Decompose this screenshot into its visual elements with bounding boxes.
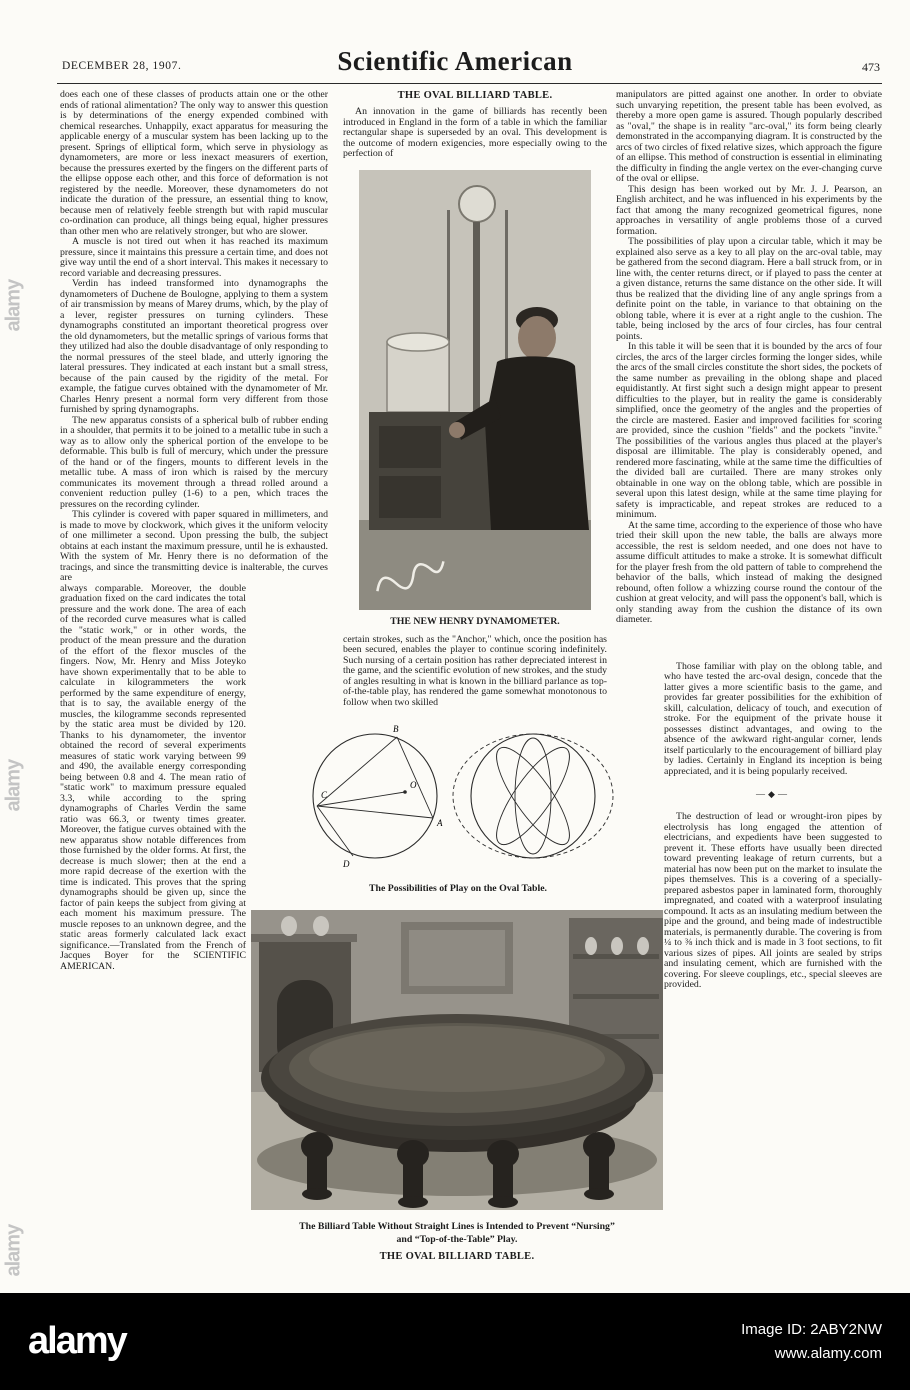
- image-id: Image ID: 2ABY2NW: [741, 1321, 882, 1339]
- alamy-bar: [0, 1293, 910, 1390]
- middle-column: [299, 90, 615, 1290]
- billiard-caption-line2: and “Top-of-the-Table” Play.: [396, 1233, 518, 1245]
- masthead: Scientific American: [337, 46, 573, 76]
- paragraph: The possibilities of play upon a circular table, which it may be explained also serve as a key to all play on the arc-oval table, may be gathered from the second diagram. Here a ball struck from, or in line with, the center returns direct, or if played to pass the center at a given distance, returns the same distance on the other side. It will thus be realized that the dividing line of any angle springs from a definite point on the table, in variance to that obtaining on the oblong table, where it is ever at a right angle to the cushion. The table, being inclosed by the arcs of four circles, has four central points.: [616, 236, 882, 342]
- billiard-caption-line1: The Billiard Table Without Straight Lines is Intended to Prevent “Nursing”: [299, 1221, 615, 1232]
- paragraph: The new apparatus consists of a spherical bulb of rubber ending in a shoulder, that permits it to be joined to a metallic tube in such a way as to allow only the spherical portion of the envelope to be deformable. This bulb is full of mercury, which under the pressure of the hand or of the fingers, mounts to different levels in the metallic tube. A mass of iron which is raised by the mercury communicates its movement through a thread rolled around a convenient reduction pulley (1-6) to a pen, which traces the pressures on the recording cylinder.: [60, 414, 328, 510]
- alamy-url: www.alamy.com: [774, 1344, 882, 1362]
- paragraph: Verdin has indeed transformed into dynamographs the dynamometers of Duchene de Boulogne, applying to them a system of air transmission by means of Marey drums, which, by the play of a lever, register pressures on turning cylinders. These dynamographs constituted an important theoretical progress over the old dynamometers, but the metallic springs of various forms that they utilized had also the double disadvantage of only responding to the normal pressures of the steel blade, and utterly ignoring the lateral pressures. They indicated at each instant but a small stress, because of the pain caused by the rigidity of the metal. For example, the fatigue curves obtained with the dynamometer of Mr. Charles Henry present a normal form very different from those furnished by spring dynamographs.: [60, 278, 328, 415]
- diagram-caption: The Possibilities of Play on the Oval Table.: [369, 883, 547, 894]
- play-diagram-figure: [293, 720, 623, 894]
- paragraph: This design has been worked out by Mr. J. J. Pearson, an English architect, and he was influenced in his experiments by the fact that among the many recognized geometrical figures, none approaches in versatility of angle problems those of a curved formation.: [616, 183, 882, 237]
- paragraph: In this table it will be seen that it is bounded by the arcs of four circles, the arcs of the larger circles forming the longer sides, while the arcs of the small circles constitute the short sides, the pockets of the same number as prevailing in the oblong shape and placed equidistantly. At first sight such a design might appear to present difficulties to the player, but in reality the game is considerably simplified, once the geometry of the angles and the properties of the circle are mastered. Easier and improved facilities for scoring are provided, since the cushion "fields" and the pockets "invite." The possibilities of the various angles thus placed at the player's disposal are illimitable. The play is considerably opened, and rendered more fascinating, while at the same time the difficulties of the divided ball are curtailed. There are many strokes only obtainable in one way on the oblong table, which are possible in several upon this latest design, while at the same time playing for safety is impracticable, and repeat strokes are reduced to a minimum.: [616, 341, 882, 520]
- diagram-label-d: D: [343, 859, 350, 869]
- paragraph: manipulators are pitted against one another. In order to obviate such unvarying repetition, the present table has been evolved, as thereby a more open game is assured. Though popularly described as "oval," the shape is in reality "arc-oval," its form being clearly demonstrated in the accompanying diagram. It is constructed by the arcs of two circles of fixed relative sizes, which approach the figure of an ellipse. This method of construction is essential in eliminating the difficulty in finding the angle vertex on the ever-changing curve of the oval or ellipse.: [616, 89, 882, 184]
- diagram-label-a: A: [437, 818, 443, 828]
- oval-table-diagram: [293, 720, 623, 872]
- oval-billiard-table-photo: [251, 910, 663, 1210]
- dynamometer-figure: [343, 170, 607, 627]
- paragraph: does each one of these classes of products attain one or the other ends of rational alimentation? The only way to answer this question is by determinations of the energy expended combined with chemical researches. Unhappily, exact apparatus for measuring the applicable energy of a muscular system has been lacking up to the present. Springs of elliptical form, which serve in physiology as dynamometers, are more or less inexact measurers of exertion, because the pressures exerted by the fingers on the different parts of the ellipse oppose each other, and this force of deformation is not registered by the needle. Moreover, these dynamometers do not indicate the duration of the pressure, an essential thing to know, because men of relatively feeble strength but with rapid muscular co-ordination can produce, all things being equal, higher pressures than other men who are relatively stronger, but who are slower.: [60, 89, 328, 237]
- alamy-side-watermark: alamy: [2, 279, 25, 332]
- page-date: DECEMBER 28, 1907.: [62, 60, 182, 72]
- paragraph: certain strokes, such as the "Anchor," which, once the position has been secured, enables the player to continue scoring indefinitely. Such nursing of a certain position has rather depreciated interest in the game, and the scientific evolution of new strokes, and the study of angles resulting in what is known in the billiard parlance as top-of-the-table play, has rendered the game somewhat monotonous to follow when two skilled: [343, 633, 607, 708]
- right-column: [616, 90, 882, 1290]
- header-rule: [57, 83, 882, 84]
- section-ornament: —◆—: [756, 789, 790, 799]
- alamy-side-watermark: alamy: [2, 1224, 25, 1277]
- right-column-narrow: [664, 662, 882, 991]
- paragraph: This cylinder is covered with paper squared in millimeters, and is made to move by clockwork, which gives it the uniform velocity of one millimeter a second. Upon pressing the bulb, the subject obtains at each instant the maximum pressure, until he is exhausted. With the system of Mr. Henry there is no deformation of the tracings, and since the transmitting device is inalterable, the curves are: [60, 509, 328, 583]
- alamy-side-watermark: alamy: [2, 759, 25, 812]
- henry-dynamometer-photo: [359, 170, 591, 610]
- billiard-table-figure: [251, 910, 663, 1262]
- diagram-label-b: B: [393, 724, 399, 734]
- paragraph: Those familiar with play on the oblong table, and who have tested the arc-oval design, concede that the latter gives a more scientific basis to the game, and provides far greater possibilities for the exhibition of skill, calculation, delicacy of touch, and execution of stroke. For the equipment of the private house it possesses distinct advantages, and owing to the absence of the awkward right-angular corner, lends itself particularly to the encouragement of billiard play by ladies. Certainly in England its inception is being appreciated, and it is being popularly received.: [664, 660, 882, 777]
- paragraph: The destruction of lead or wrought-iron pipes by electrolysis has long engaged the attention of electricians, and expedients have been suggested to prevent it. These efforts have usually been directed toward preventing leakage of return currents, but a material has now been put on the market to insulate the pipes themselves. This is a covering of a specially-prepared asbestos paper in laminated form, thoroughly impregnated, and coated with a waterproof insulating compound. It acts as an insulating medium between the pipe and the ground, and being made of indestructible materials, is permanently durable. The covering is from ¼ to ⅜ inch thick and is made in 3 foot sections, to fit various sizes of pipes. All joints are sealed by strips and insulating cement, which are furnished with the covering. For sleeve couplings, etc., special sleeves are provided.: [664, 811, 882, 990]
- diagram-label-o: O: [410, 780, 417, 790]
- alamy-info: [741, 1318, 882, 1365]
- photo-caption: THE NEW HENRY DYNAMOMETER.: [390, 615, 560, 627]
- diagram-label-c: C: [321, 790, 328, 800]
- paragraph: An innovation in the game of billiards has recently been introduced in England in the form of a table in which the familiar rectangular shape is superseded by an oval. This development is the outcome of modern exigencies, more especially owing to the perfection of: [343, 106, 607, 159]
- page-number: 473: [862, 60, 880, 74]
- paragraph: At the same time, according to the experience of those who have tried their skill upon the new table, the balls are always more accessible, the rest is seldom needed, and one does not have to assume difficult attitudes to make a stroke. It is somewhat difficult for the player fresh from the old pattern of table to comprehend the behavior of the balls, which instead of making the designed rebound, often follow a whizzing course round the contour of the cushion at great velocity, and will pass the opponent's ball, which is only standing away from the cushion the distance of its own diameter.: [616, 519, 882, 625]
- alamy-logo: alamy: [28, 1320, 126, 1362]
- paragraph: always comparable. Moreover, the double graduation fixed on the card indicates the total pressure and the work done. The area of each of the recorded curve measures what is called the "static work," or in other words, the product of the mean pressure and the duration of the effort of the flexor muscles of the fingers. Now, Mr. Henry and Miss Joteyko have shown experimentally that to be able to calculate in kilogrammeters the work performed by the same expenditure of energy, that is to say, the available energy of the muscles, the kilogramme seconds represented by the static area must be divided by 120. Thanks to his dynamometer, the inventor obtained the record of several experiments measures of static work varying between 99 and 490, the available energy corresponding being between 0.8 and 4. The mean ratio of "static work" to maximum pressure equaled 3.3, while according to the spring dynamographs of Charles Verdin the same ratio was 66.3, or twenty times greater. Moreover, the fatigue curves obtained with the new apparatus show notable differences from those furnished by the older forms. At first, the decrease is much slower; then at the end a more rapid decrease of the exertion with the time is indicated. This proves that the spring dynamographs should be given up, since the factor of pain keeps the subject from giving at each moment his maximum pressure. The muscle reposes to an unknown degree, and the static areas formerly calculated lack exact significance.—Translated from the French of Jacques Boyer for the SCIENTIFIC AMERICAN.: [60, 582, 246, 972]
- article-title: THE OVAL BILLIARD TABLE.: [397, 90, 553, 101]
- left-column-narrow: [60, 584, 246, 973]
- paragraph: A muscle is not tired out when it has reached its maximum pressure, since it maintains this pressure a certain time, and does not give way until the end of a short interval. This makes it necessary to record variable and decreasing pressures.: [60, 236, 328, 279]
- billiard-photo-title: THE OVAL BILLIARD TABLE.: [379, 1251, 535, 1262]
